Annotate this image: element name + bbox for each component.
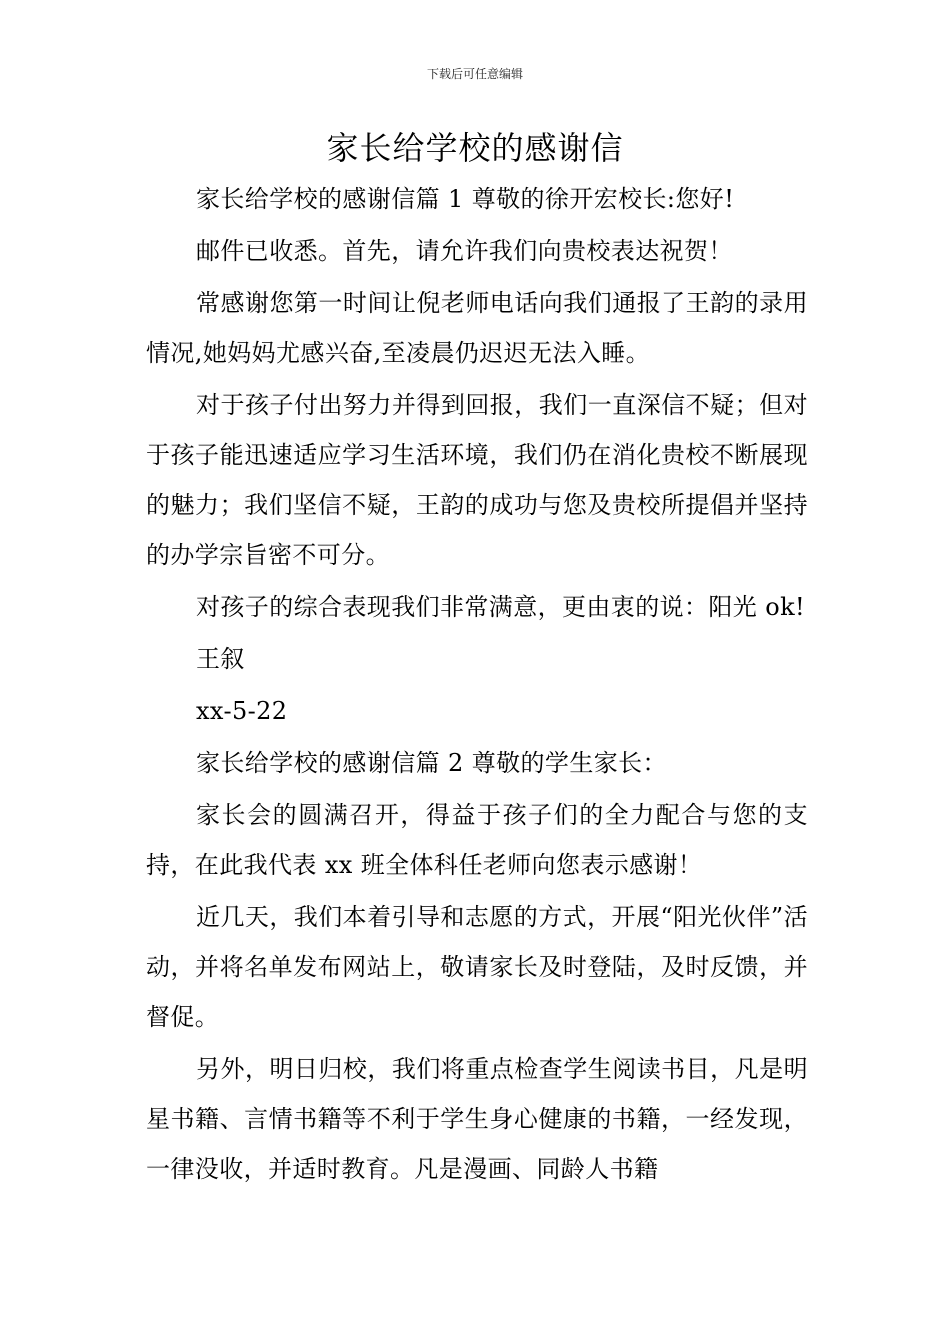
document-title: 家长给学校的感谢信 [326, 129, 624, 167]
paragraph-10: 近几天，我们本着引导和志愿的方式，开展“阳光伙伴”活动，并将名单发布网站上，敬请家长及时登陆，及时反馈，并督促。 [146, 903, 808, 1031]
signature-date: xx-5-22 [196, 697, 288, 725]
paragraph-11: 另外，明日归校，我们将重点检查学生阅读书目，凡是明星书籍、言情书籍等不利于学生身心健康的书籍，一经发现，一律没收，并适时教育。凡是漫画、同龄人书籍 [146, 1055, 808, 1183]
signature-name: 王叙 [196, 645, 245, 673]
header-note: 下载后可任意编辑 [426, 67, 523, 81]
paragraph-3: 常感谢您第一时间让倪老师电话向我们通报了王韵的录用情况,她妈妈尤感兴奋,至凌晨仍迟迟无法入睡。 [146, 289, 808, 367]
paragraph-letter-2-heading: 家长给学校的感谢信篇 2 尊敬的学生家长： [196, 749, 667, 777]
paragraph-9: 家长会的圆满召开，得益于孩子们的全力配合与您的支持，在此我代表 xx 班全体科任老师向您表示感谢！ [146, 801, 808, 879]
paragraph-4: 对于孩子付出努力并得到回报，我们一直深信不疑；但对于孩子能迅速适应学习生活环境，我们仍在消化贵校不断展现的魅力；我们坚信不疑，王韵的成功与您及贵校所提倡并坚持的办学宗旨密不可分。 [146, 391, 808, 569]
paragraph-1: 家长给学校的感谢信篇 1 尊敬的徐开宏校长:您好! [196, 185, 735, 213]
paragraph-2: 邮件已收悉。首先，请允许我们向贵校表达祝贺！ [196, 237, 733, 265]
letter-body [146, 174, 808, 1196]
paragraph-5: 对孩子的综合表现我们非常满意，更由衷的说：阳光 ok! [196, 593, 806, 621]
